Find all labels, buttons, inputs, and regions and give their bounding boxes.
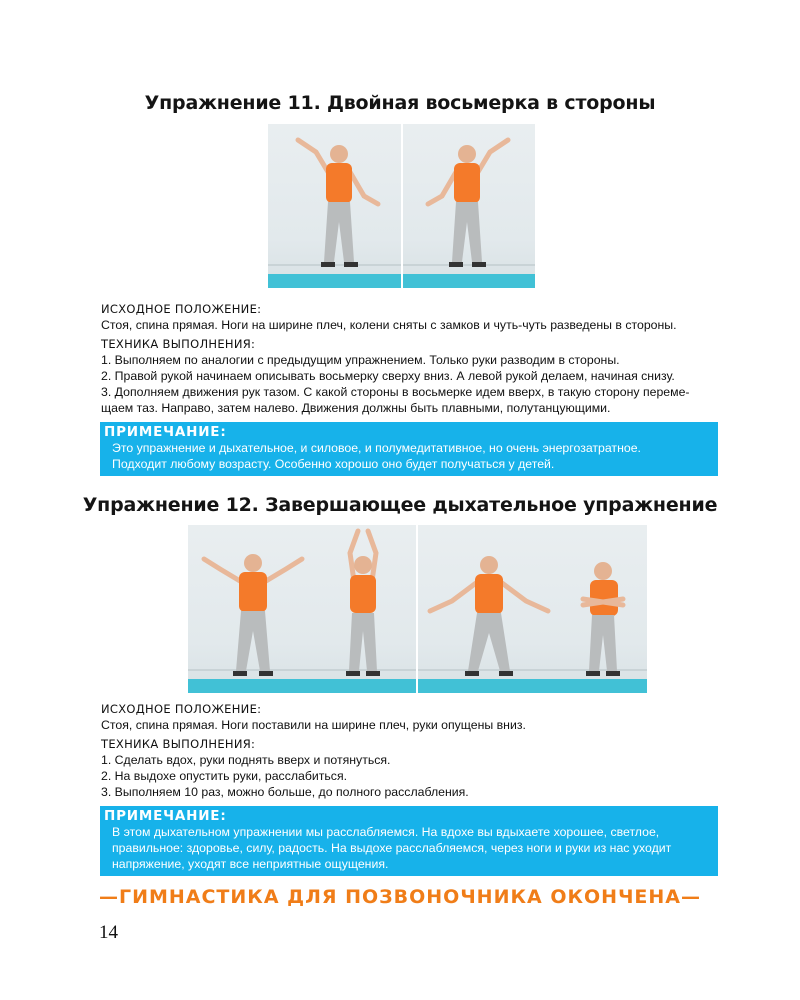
page-number: 14	[99, 922, 118, 943]
person-figure	[418, 132, 518, 282]
exercise-12-technique-label: ТЕХНИКА ВЫПОЛНЕНИЯ:	[101, 737, 256, 751]
closing-banner: —ГИМНАСТИКА ДЛЯ ПОЗВОНОЧНИКА ОКОНЧЕНА—	[98, 886, 702, 908]
note-title: ПРИМЕЧАНИЕ:	[104, 808, 227, 824]
note-line: правильное: здоровье, силу, радость. На выдохе расслабляемся, через ноги и руки из нас уходит	[112, 841, 672, 855]
exercise-11-note	[100, 422, 718, 476]
exercise-11-title: Упражнение 11. Двойная восьмерка в стороны	[144, 92, 656, 114]
exercise-11-step-3-cont: щаем таз. Направо, затем налево. Движения должны быть плавными, полутанцующими.	[101, 401, 611, 415]
exercise-11-step-3: 3. Дополняем движения рук тазом. С какой стороны в восьмерке идем вверх, в такую сторону переме-	[101, 385, 690, 399]
exercise-12-note	[100, 806, 718, 876]
person-figure	[288, 132, 388, 282]
note-line: Подходит любому возрасту. Особенно хорошо оно будет получаться у детей.	[112, 457, 555, 471]
exercise-12-step-1: 1. Сделать вдох, руки поднять вверх и потянуться.	[101, 753, 391, 767]
person-figure	[563, 555, 643, 690]
note-line: напряжение, уходят все неприятные ощущения.	[112, 857, 389, 871]
person-figure	[198, 539, 308, 689]
exercise-11-start-text: Стоя, спина прямая. Ноги на ширине плеч, колени сняты с замков и чуть-чуть разведены в стороны.	[101, 318, 677, 332]
note-line: Это упражнение и дыхательное, и силовое, и полумедитативное, но очень энергозатратное.	[112, 441, 641, 455]
exercise-11-start-label: ИСХОДНОЕ ПОЛОЖЕНИЕ:	[101, 302, 262, 316]
exercise-11-step-1: 1. Выполняем по аналогии с предыдущим упражнением. Только руки разводим в стороны.	[101, 353, 620, 367]
person-figure	[318, 525, 408, 690]
exercise-11-step-2: 2. Правой рукой начинаем описывать восьмерку сверху вниз. А левой рукой делаем, начиная снизу.	[101, 369, 675, 383]
exercise-12-step-2: 2. На выдохе опустить руки, расслабиться.	[101, 769, 348, 783]
exercise-12-start-text: Стоя, спина прямая. Ноги поставили на ширине плеч, руки опущены вниз.	[101, 718, 526, 732]
exercise-11-technique-label: ТЕХНИКА ВЫПОЛНЕНИЯ:	[101, 337, 256, 351]
exercise-11-photo	[268, 124, 535, 288]
exercise-12-title: Упражнение 12. Завершающее дыхательное упражнение	[82, 494, 718, 516]
exercise-12-photo	[188, 525, 647, 693]
note-line: В этом дыхательном упражнении мы расслабляемся. На вдохе вы вдыхаете хорошее, светлое,	[112, 825, 660, 839]
exercise-12-step-3: 3. Выполняем 10 раз, можно больше, до полного расслабления.	[101, 785, 469, 799]
person-figure	[424, 539, 554, 689]
note-title: ПРИМЕЧАНИЕ:	[104, 424, 227, 440]
exercise-12-start-label: ИСХОДНОЕ ПОЛОЖЕНИЕ:	[101, 702, 262, 716]
